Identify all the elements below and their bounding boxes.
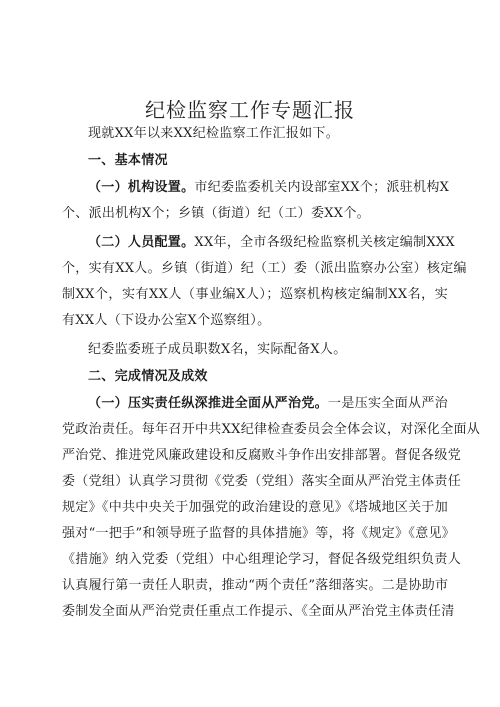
document-title: 纪检监察工作专题汇报 bbox=[145, 98, 355, 122]
section-2-p1-text: 一是压实全面从严治 bbox=[328, 396, 449, 411]
section-2-p1-line-2: 党政治责任。每年召开中共XX纪律检查委员会全体会议，对深化全面从 bbox=[62, 422, 481, 437]
section-2-p1-line-5: 规定》《中共中央关于加强党的政治建设的意见》《塔城地区关于加 bbox=[62, 500, 449, 515]
section-2-p1-line-3: 严治党、推进党风廉政建设和反腐败斗争作出安排部署。督促各级党 bbox=[62, 448, 462, 463]
section-1-p2-line-4: 有XX人（下设办公室X个巡察组）。 bbox=[62, 313, 271, 328]
section-1-p2-text: XX年，全市各级纪检监察机关核定编制XXX bbox=[194, 235, 455, 250]
section-2-p1-line-6: 强对“一把手”和领导班子监督的具体措施》等，将《规定》《意见》 bbox=[62, 526, 456, 541]
section-1-p2-lead: （二）人员配置。 bbox=[88, 235, 195, 250]
section-1-p2-line-3: 制XX个，实有XX人（事业编X人）；巡察机构核定编制XX名，实 bbox=[62, 287, 448, 302]
section-1-p1-text: 市纪委监委机关内设部室XX个；派驻机构X bbox=[194, 180, 450, 195]
section-1-p2-line-2: 个，实有XX人。乡镇（街道）纪（工）委（派出监察办公室）核定编 bbox=[62, 261, 467, 276]
section-1-p3: 纪委监委班子成员职数X名，实际配备X人。 bbox=[88, 342, 347, 357]
section-2-p1-line-7: 《措施》纳入党委（党组）中心组理论学习，督促各级党组织负责人 bbox=[62, 552, 462, 567]
section-2-heading: 二、完成情况及成效 bbox=[88, 369, 208, 384]
intro-paragraph: 现就XX年以来XX纪检监察工作汇报如下。 bbox=[88, 126, 340, 141]
section-2-p1-lead: （一）压实责任纵深推进全面从严治党。 bbox=[88, 396, 329, 411]
section-1-p1-line-1 bbox=[88, 178, 448, 198]
section-1-p1-line-2: 个、派出机构X个；乡镇（街道）纪（工）委XX个。 bbox=[62, 206, 370, 221]
section-2-p1-line-9: 委制发全面从严治党责任重点工作提示、《全面从严治党主体责任清 bbox=[62, 604, 455, 619]
section-1-p2-line-1 bbox=[88, 233, 455, 253]
section-2-p1-line-8: 认真履行第一责任人职责，推动“两个责任”落细落实。二是协助市 bbox=[62, 578, 449, 593]
section-1-heading: 一、基本情况 bbox=[88, 153, 168, 168]
section-1-p1-lead: （一）机构设置。 bbox=[88, 180, 195, 195]
section-2-p1-line-1 bbox=[88, 394, 448, 414]
section-2-p1-line-4: 委（党组）认真学习贯彻《党委（党组）落实全面从严治党主体责任 bbox=[62, 474, 462, 489]
